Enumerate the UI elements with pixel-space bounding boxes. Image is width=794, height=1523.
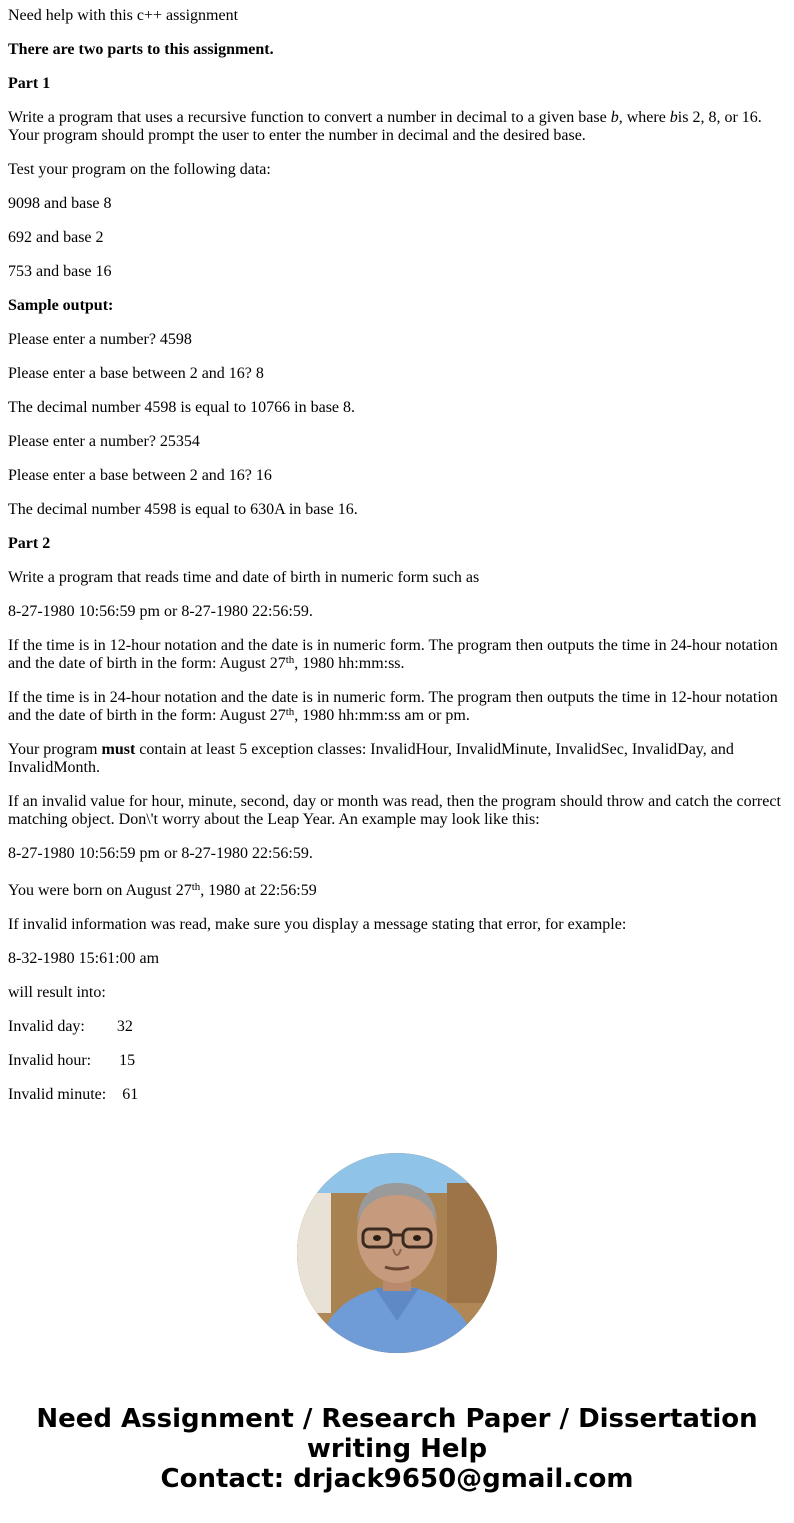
error-line-minute: Invalid minute: 61 bbox=[8, 1086, 139, 1103]
born-example: You were born on August 27th, 1980 at 22:56:59 bbox=[8, 881, 317, 899]
footer-line: Need Assignment / Research Paper / Dissertation bbox=[36, 1404, 758, 1434]
rule-24-hour: If the time is in 24-hour notation and the date is in numeric form. The program then outputs the time in 12-hour notation and the date of birth in the form: August 27th, 1980 hh:mm:ss am or pm. bbox=[8, 689, 778, 724]
test-intro: Test your program on the following data: bbox=[8, 161, 271, 178]
exception-requirement: Your program must contain at least 5 exception classes: InvalidHour, InvalidMinute, InvalidSec, InvalidDay, and InvalidMonth. bbox=[8, 741, 734, 776]
example-input: 8-27-1980 10:56:59 pm or 8-27-1980 22:56:59. bbox=[8, 845, 313, 862]
footer-contact-email: Contact: drjack9650@gmail.com bbox=[160, 1464, 634, 1494]
rule-12-hour: If the time is in 12-hour notation and the date is in numeric form. The program then outputs the time in 24-hour notation and the date of birth in the form: August 27th, 1980 hh:mm:ss. bbox=[8, 637, 778, 672]
author-photo bbox=[297, 1153, 497, 1353]
author-avatar bbox=[297, 1153, 497, 1353]
part1-heading: Part 1 bbox=[8, 75, 51, 92]
test-data-item: 753 and base 16 bbox=[8, 263, 112, 280]
invalid-value-description: If an invalid value for hour, minute, second, day or month was read, then the program should throw and catch the correct matching object. Don\'t worry about the Leap Year. An example may look like this: bbox=[8, 793, 781, 828]
test-data-item: 692 and base 2 bbox=[8, 229, 104, 246]
document-body bbox=[8, 0, 786, 1104]
part1-description: Write a program that uses a recursive function to convert a number in decimal to a given base b, where bis 2, 8, or 16. Your program should prompt the user to enter the number in decimal and the desired base. bbox=[8, 109, 762, 144]
invalid-info-description: If invalid information was read, make sure you display a message stating that error, for example: bbox=[8, 916, 627, 933]
error-line-hour: Invalid hour: 15 bbox=[8, 1052, 136, 1069]
sample-output-heading: Sample output: bbox=[8, 297, 114, 314]
sample-output-line: The decimal number 4598 is equal to 630A in base 16. bbox=[8, 501, 358, 518]
part2-heading: Part 2 bbox=[8, 535, 51, 552]
test-data-item: 9098 and base 8 bbox=[8, 195, 112, 212]
intro-text: There are two parts to this assignment. bbox=[8, 41, 274, 58]
result-into: will result into: bbox=[8, 984, 106, 1001]
contact-footer bbox=[0, 1404, 794, 1494]
sample-output-line: Please enter a number? 4598 bbox=[8, 331, 192, 348]
title-line: Need help with this c++ assignment bbox=[8, 7, 239, 24]
footer-line: writing Help bbox=[306, 1434, 488, 1464]
error-line-day: Invalid day: 32 bbox=[8, 1018, 133, 1035]
sample-output-line: Please enter a base between 2 and 16? 8 bbox=[8, 365, 264, 382]
invalid-example-input: 8-32-1980 15:61:00 am bbox=[8, 950, 160, 967]
part2-description: Write a program that reads time and date of birth in numeric form such as bbox=[8, 569, 480, 586]
example-input: 8-27-1980 10:56:59 pm or 8-27-1980 22:56:59. bbox=[8, 603, 313, 620]
sample-output-line: Please enter a base between 2 and 16? 16 bbox=[8, 467, 272, 484]
sample-output-line: Please enter a number? 25354 bbox=[8, 433, 200, 450]
sample-output-line: The decimal number 4598 is equal to 10766 in base 8. bbox=[8, 399, 356, 416]
